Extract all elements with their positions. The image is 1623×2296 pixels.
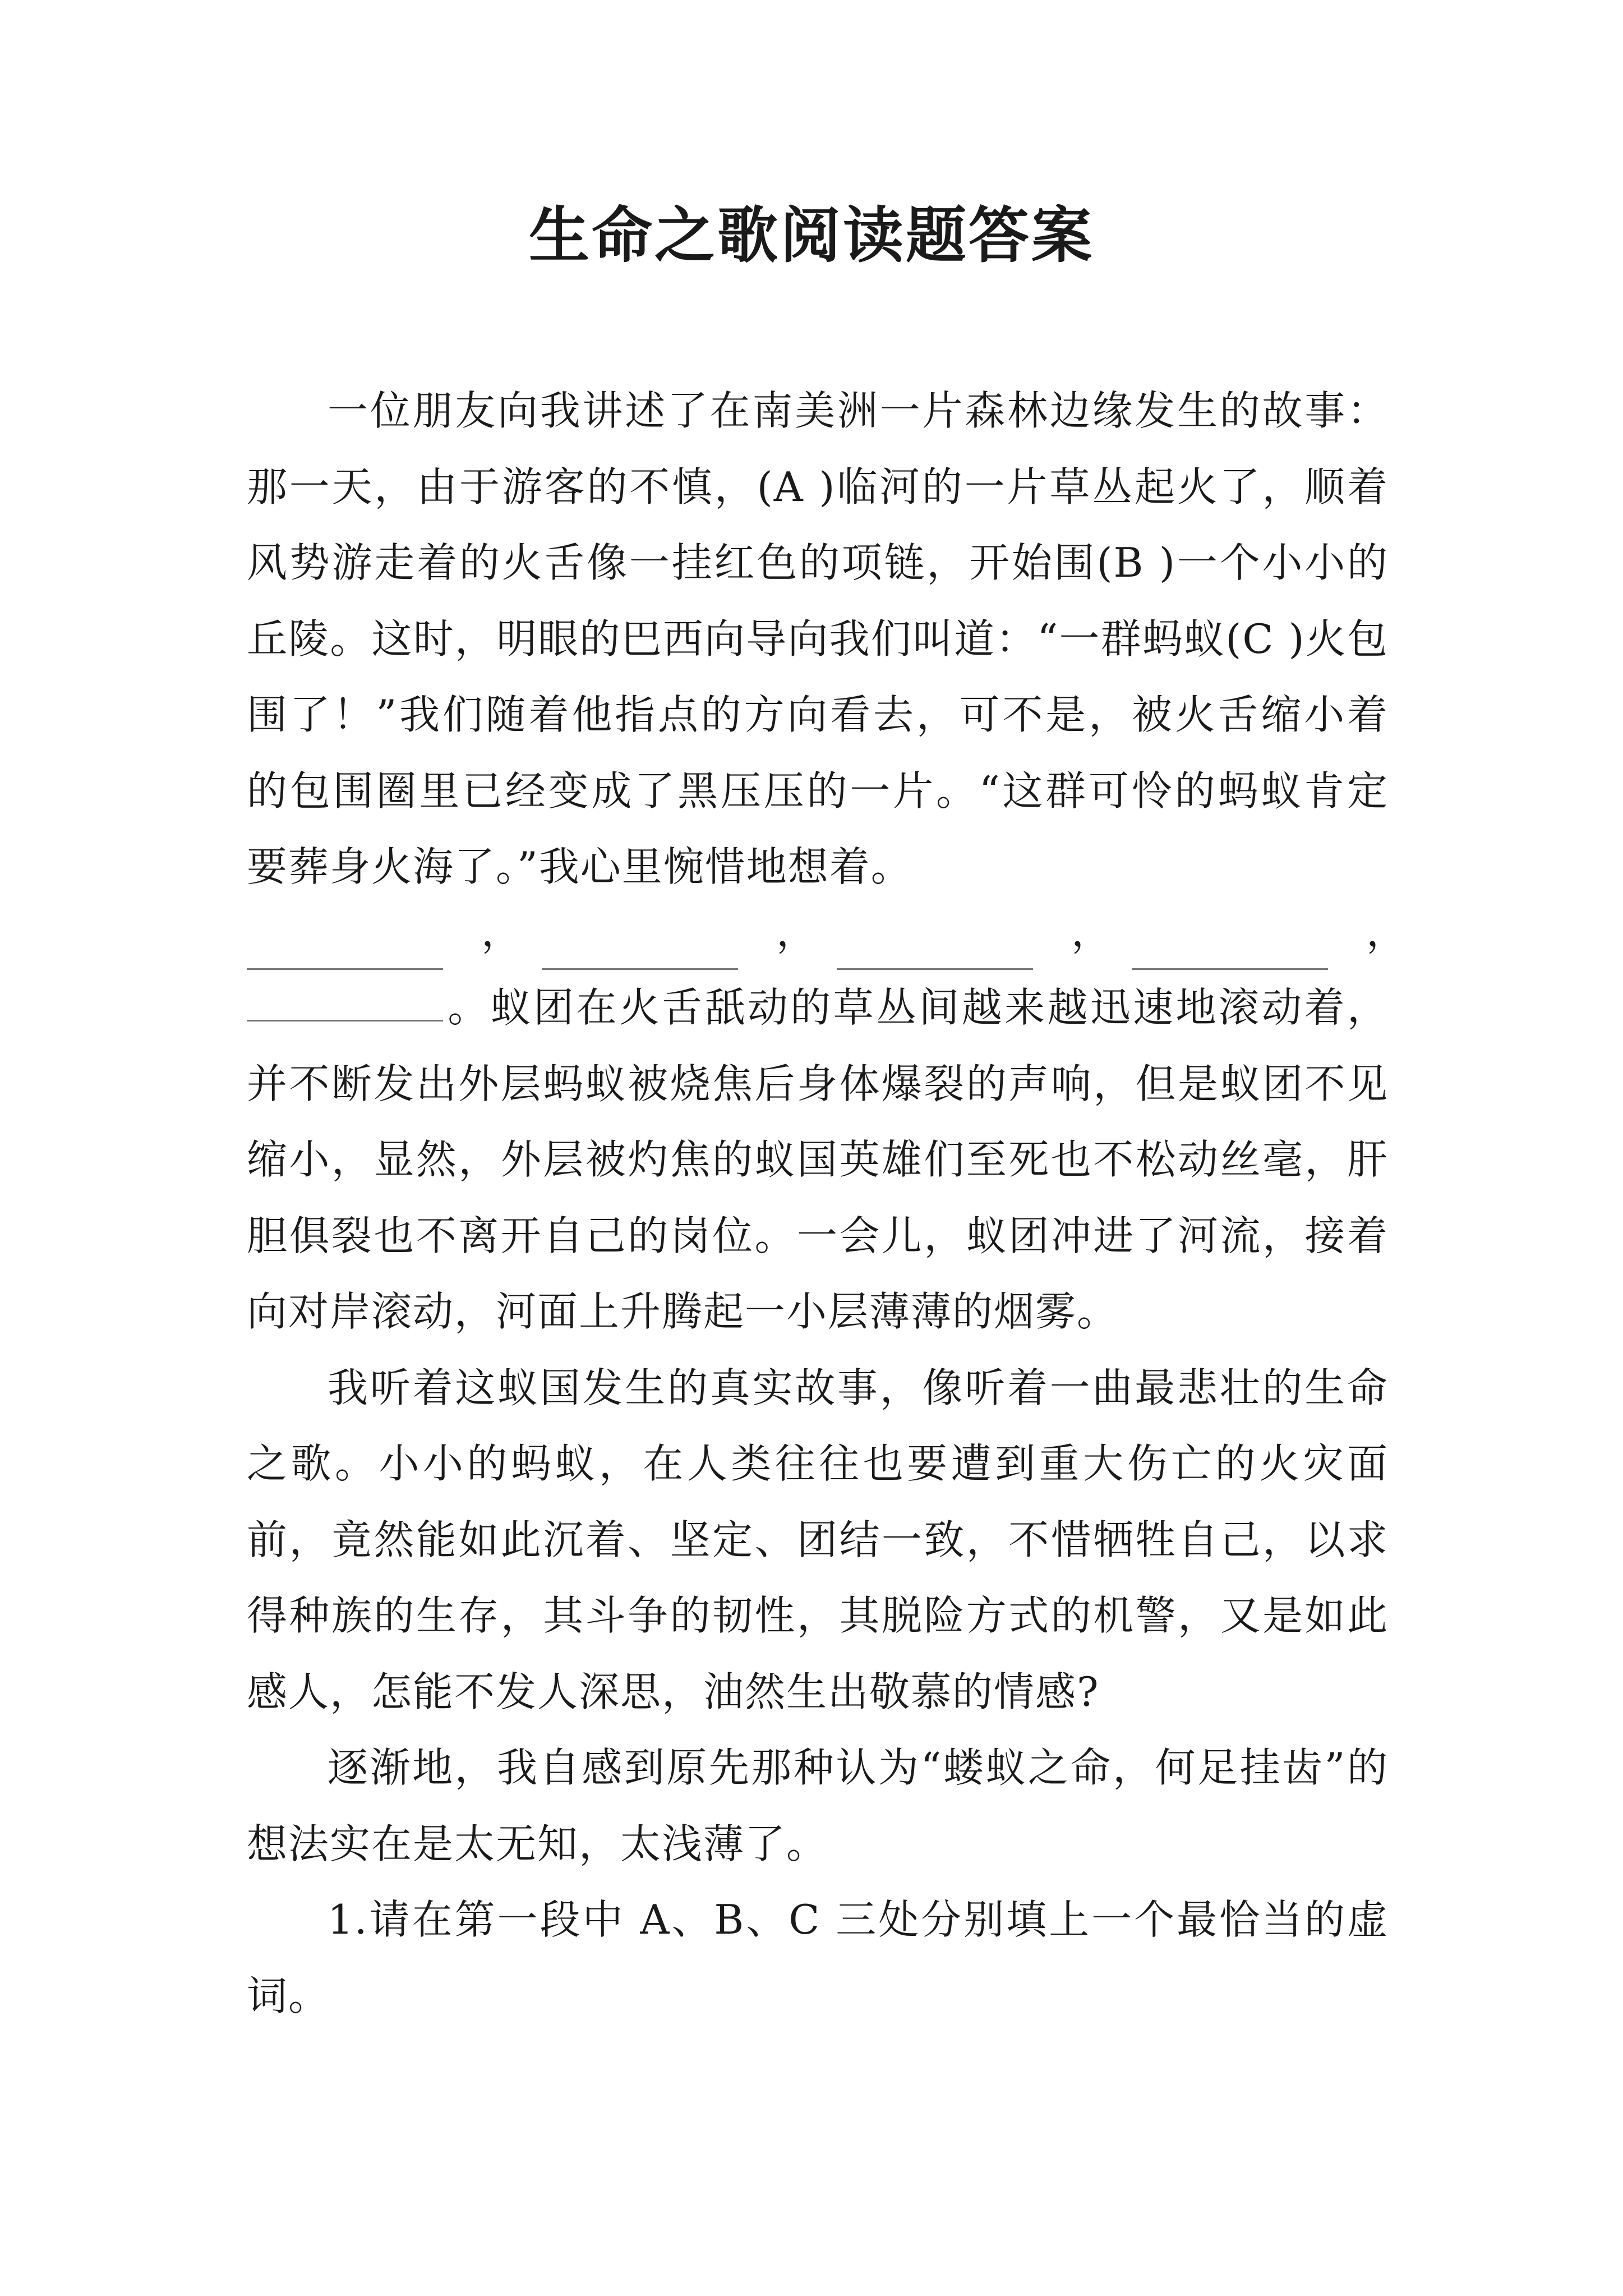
paragraph-1-part-a: 一位朋友向我讲述了在南美洲一片森林边缘发生的故事：那一天，由于游客的不慎，(A )临河的一片草丛起火了，顺着风势游走着的火舌像一挂红色的项链，开始围(B )一个小小的丘陵。这时，明眼的巴西向导向我们叫道：“一群蚂蚁(C )火包围了！”我们随着他指点的方向看去，可不是，被火舌缩小着的包围圈里已经变成了黑压压的一片。“这群可怜的蚂蚁肯定要葬身火海了。”我心里惋惜地想着。 bbox=[247, 387, 1389, 890]
fill-blank-2[interactable] bbox=[542, 928, 738, 970]
fill-blank-5[interactable] bbox=[247, 979, 443, 1022]
paragraph-1-part-b-wrapper bbox=[247, 970, 1389, 1350]
blank-separator: ， bbox=[481, 908, 523, 955]
blank-separator: ， bbox=[1071, 908, 1113, 955]
document-title: 生命之歌阅读题答案 bbox=[528, 200, 1094, 271]
paragraph-1-part-b: 。蚁团在火舌舐动的草丛间越来越迅速地滚动着，并不断发出外层蚂蚁被烧焦后身体爆裂的声响，但是蚁团不见缩小，显然，外层被灼焦的蚁国英雄们至死也不松动丝毫，肝胆俱裂也不离开自己的岗位。一会儿，蚁团冲进了河流，接着向对岸滚动，河面上升腾起一小层薄薄的烟雾。 bbox=[247, 984, 1389, 1335]
document-body bbox=[247, 373, 1408, 2034]
blank-separator: ， bbox=[776, 908, 818, 955]
paragraph-2: 我听着这蚁国发生的真实故事，像听着一曲最悲壮的生命之歌。小小的蚂蚁，在人类往往也要遭到重大伤亡的火灾面前，竟然能如此沉着、坚定、团结一致，不惜牺牲自己，以求得种族的生存，其斗争的韧性，其脱险方式的机警，又是如此感人，怎能不发人深思，油然生出敬慕的情感? bbox=[247, 1364, 1389, 1715]
blank-separator: ， bbox=[1366, 908, 1408, 955]
question-1: 1.请在第一段中 A、B、C 三处分别填上一个最恰当的虚词。 bbox=[247, 1896, 1389, 2019]
paragraph-3: 逐渐地，我自感到原先那种认为“蝼蚁之命，何足挂齿”的想法实在是太无知，太浅薄了。 bbox=[247, 1744, 1389, 1867]
fill-blank-3[interactable] bbox=[837, 928, 1033, 970]
fill-blank-row bbox=[247, 894, 1408, 970]
fill-blank-4[interactable] bbox=[1132, 928, 1328, 970]
fill-blank-1[interactable] bbox=[247, 928, 443, 970]
